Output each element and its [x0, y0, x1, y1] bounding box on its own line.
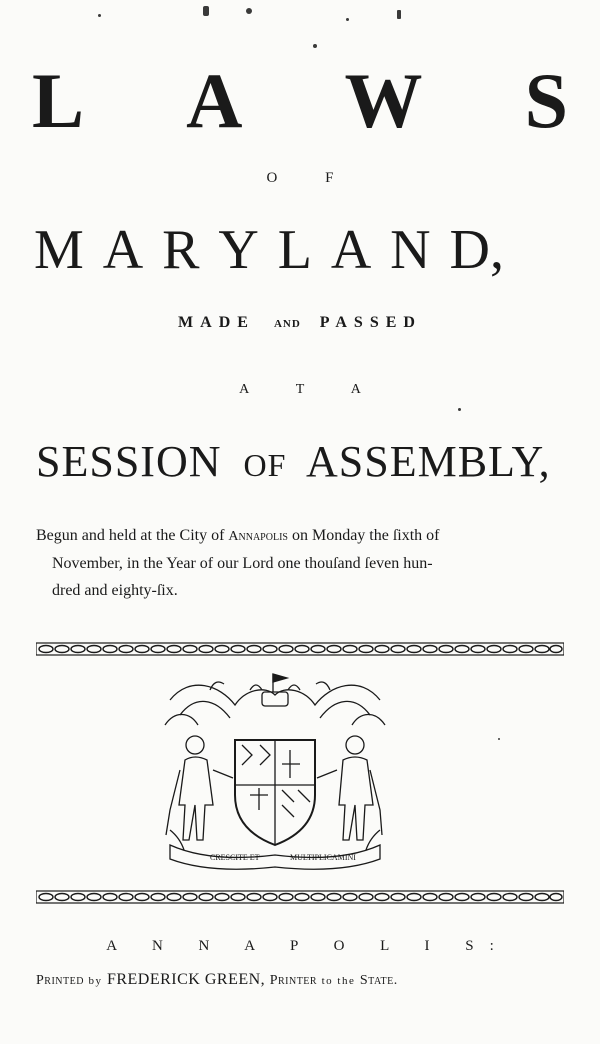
begun-line-2: November, in the Year of our Lord one thouſand ſeven hun-: [52, 555, 433, 572]
motto-right: MULTIPLICAMINI: [290, 853, 356, 862]
begun-paragraph: [36, 522, 516, 604]
heading-letter: R: [162, 219, 200, 281]
maryland-seal-emblem: [150, 670, 400, 870]
ornamental-border-bottom: [36, 890, 564, 904]
at-a: A T A: [239, 382, 383, 397]
heading-maryland: [34, 219, 504, 281]
begun-text: on Monday the ſixth of: [287, 527, 440, 544]
heading-letter: A: [102, 219, 144, 281]
city-name: Annapolis: [228, 529, 288, 544]
begun-line-1: [36, 522, 516, 550]
imprint-printer-line: [36, 971, 556, 989]
ornamental-border-top: [36, 642, 564, 656]
heading-letter: W: [344, 57, 423, 144]
by-word: by: [88, 975, 103, 987]
heading-letter: A: [330, 219, 372, 281]
printer-word: Printer: [269, 973, 318, 988]
session-of-assembly: [36, 437, 566, 486]
heading-letter: Y: [218, 219, 259, 281]
and-word: AND: [273, 318, 301, 330]
heading-laws: [32, 57, 568, 144]
begun-text: Begun and held at the City of: [36, 527, 229, 544]
passed-word: PASSED: [319, 314, 422, 331]
of-word: OF: [243, 447, 287, 483]
printer-name: FREDERICK GREEN,: [106, 971, 266, 988]
heading-letter: M: [34, 219, 84, 281]
imprint-place: A N N A P O L I S:: [106, 938, 510, 954]
session-word: SESSION: [36, 437, 222, 486]
assembly-word: ASSEMBLY,: [305, 437, 551, 486]
heading-letter: L: [277, 219, 312, 281]
to-the-words: to the: [321, 975, 356, 987]
begun-line-3: dred and eighty-ſix.: [52, 582, 178, 599]
heading-letter: L: [32, 57, 85, 144]
made-word: MADE: [178, 314, 255, 331]
motto-left: CRESCITE ET: [210, 853, 260, 862]
made-and-passed: [0, 314, 600, 332]
state-word: State.: [359, 973, 398, 988]
heading-of: O F: [266, 170, 356, 186]
heading-letter: A: [186, 57, 243, 144]
heading-letter: D,: [449, 219, 504, 281]
printed-word: Printed: [36, 973, 84, 988]
heading-letter: N: [390, 219, 431, 281]
heading-letter: S: [524, 57, 568, 144]
